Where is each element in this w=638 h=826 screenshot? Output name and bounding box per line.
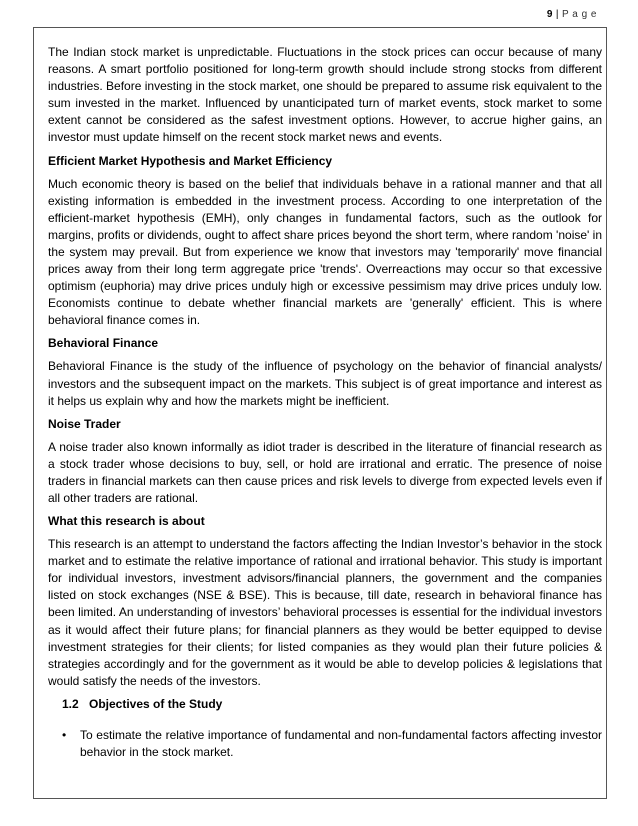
research-heading: What this research is about	[48, 514, 205, 529]
emh-heading: Efficient Market Hypothesis and Market Efficiency	[48, 153, 333, 168]
objectives-title: Objectives of the Study	[89, 696, 223, 711]
noise-trader-heading: Noise Trader	[48, 416, 121, 431]
page-separator: |	[555, 9, 559, 20]
bullet-icon: •	[62, 727, 67, 742]
page-number: 9	[546, 9, 553, 20]
document-body	[48, 44, 602, 761]
objectives-heading	[62, 696, 602, 713]
objectives-list	[48, 727, 602, 761]
emh-paragraph: Much economic theory is based on the belief that individuals behave in a rational manner and that all existing information is embedded in the investment process. According to one interpretation of the efficient-market hypothesis (EMH), only changes in fundamental factors, such as the outlook for margins, profits or dividends, ought to affect share prices beyond the short term, where random 'noise' in the system may prevail. But from experience we know that investors may 'temporarily' move financial prices away from their long term aggregate price 'trends'. Overreactions may occur so that excessive optimism (euphoria) may drive prices unduly high or excessive pessimism may drive prices unduly low. Economists continue to debate whether financial markets are 'generally' efficient. This is where behavioral finance comes in.	[48, 176, 602, 328]
page-label: P a g e	[561, 9, 597, 20]
intro-paragraph: The Indian stock market is unpredictable. Fluctuations in the stock prices can occur because of many reasons. A smart portfolio positioned for long-term growth should include strong stocks from different industries. Before investing in the stock market, one should be prepared to assume risk equivalent to the sum invested in the market. Influenced by unanticipated turn of market events, stock market to some extent cannot be considered as the safest investment options. However, to accrue higher gains, an investor must update himself on the recent stock market news and events.	[48, 45, 602, 145]
noise-trader-paragraph: A noise trader also known informally as idiot trader is described in the literature of financial research as a stock trader whose decisions to buy, sell, or hold are irrational and erratic. The presence of noise traders in financial markets can then cause prices and risk levels to diverge from expected levels even if all other traders are rational.	[48, 439, 602, 505]
list-item-text: To estimate the relative importance of fundamental and non-fundamental factors affecting investor behavior in the stock market.	[80, 727, 602, 759]
behavioral-finance-paragraph: Behavioral Finance is the study of the influence of psychology on the behavior of financial analysts/ investors and the subsequent impact on the markets. This subject is of great importance and interest as it helps us explain why and how the markets might be inefficient.	[48, 359, 602, 408]
page-header	[547, 9, 597, 20]
research-paragraph: This research is an attempt to understand the factors affecting the Indian Investor’s behavior in the stock market and to estimate the relative importance of rational and irrational behavior. This study is important for individual investors, investment advisors/financial planners, the government and the companies listed on stock exchanges (NSE & BSE). This is because, till date, research in behavioral finance has been limited. An understanding of investors’ behavioral processes is essential for the individual investors as it would affect their future plans; for financial planners as they would be better equipped to devise investment strategies for their clients; for listed companies as they would plan their future policies & strategies accordingly and for the government as it would be able to develop policies & legislations that would satisfy the needs of the investors.	[48, 537, 602, 688]
objectives-number: 1.2	[62, 696, 79, 711]
list-item	[48, 727, 602, 761]
behavioral-finance-heading: Behavioral Finance	[48, 336, 159, 351]
